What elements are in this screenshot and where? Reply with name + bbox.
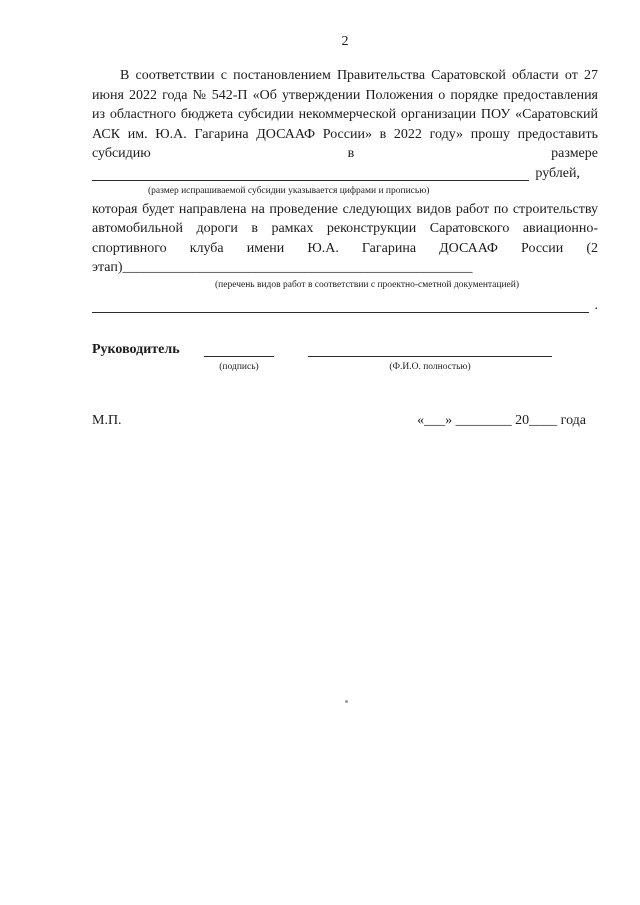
caption-spacer bbox=[92, 361, 204, 373]
sentence-period: . bbox=[594, 298, 598, 313]
caption-subsidy-amount: (размер испрашиваемой субсидии указывается цифрами и прописью) bbox=[148, 185, 430, 196]
signature-blank bbox=[204, 341, 274, 357]
caption-spacer bbox=[274, 361, 308, 373]
stamp-date-row bbox=[92, 411, 598, 431]
caption-full-name: (Ф.И.О. полностью) bbox=[389, 361, 471, 372]
signature-row bbox=[92, 340, 598, 360]
stamp-place-label: М.П. bbox=[92, 412, 122, 428]
scan-speck bbox=[345, 700, 348, 703]
full-name-blank bbox=[308, 341, 552, 357]
signature-captions-row bbox=[92, 361, 598, 373]
subsidy-amount-row bbox=[92, 164, 598, 184]
caption-signature: (подпись) bbox=[219, 361, 259, 372]
page-number: 2 bbox=[341, 34, 349, 49]
paragraph-works-description: которая будет направлена на проведение следующих видов работ по строительству автомобильной дороги в рамках реконструкции Саратовского авиационно-спортивного клуба имени Ю.А. Гагарина ДОСААФ России (2 этап)__________________________________________________ bbox=[92, 201, 598, 275]
subsidy-amount-blank bbox=[92, 165, 529, 181]
works-continuation-blank bbox=[92, 297, 589, 313]
caption-works-list: (перечень видов работ в соответствии с проектно-сметной документацией) bbox=[215, 279, 520, 290]
signature-title: Руководитель bbox=[92, 342, 180, 357]
rubles-label: рублей, bbox=[535, 166, 580, 181]
works-continuation-row bbox=[92, 296, 598, 316]
paragraph-subsidy-request: В соответствии с постановлением Правительства Саратовской области от 27 июня 2022 года № 542-П «Об утверждении Положения о порядке предоставления из областного бюджета субсидии некоммерческой организации ПОУ «Саратовский АСК им. Ю.А. Гагарина ДОСААФ России» в 2022 году» прошу предоставить субсидию в размере bbox=[92, 68, 598, 161]
date-blank-line: «___» ________ 20____ года bbox=[417, 412, 586, 428]
